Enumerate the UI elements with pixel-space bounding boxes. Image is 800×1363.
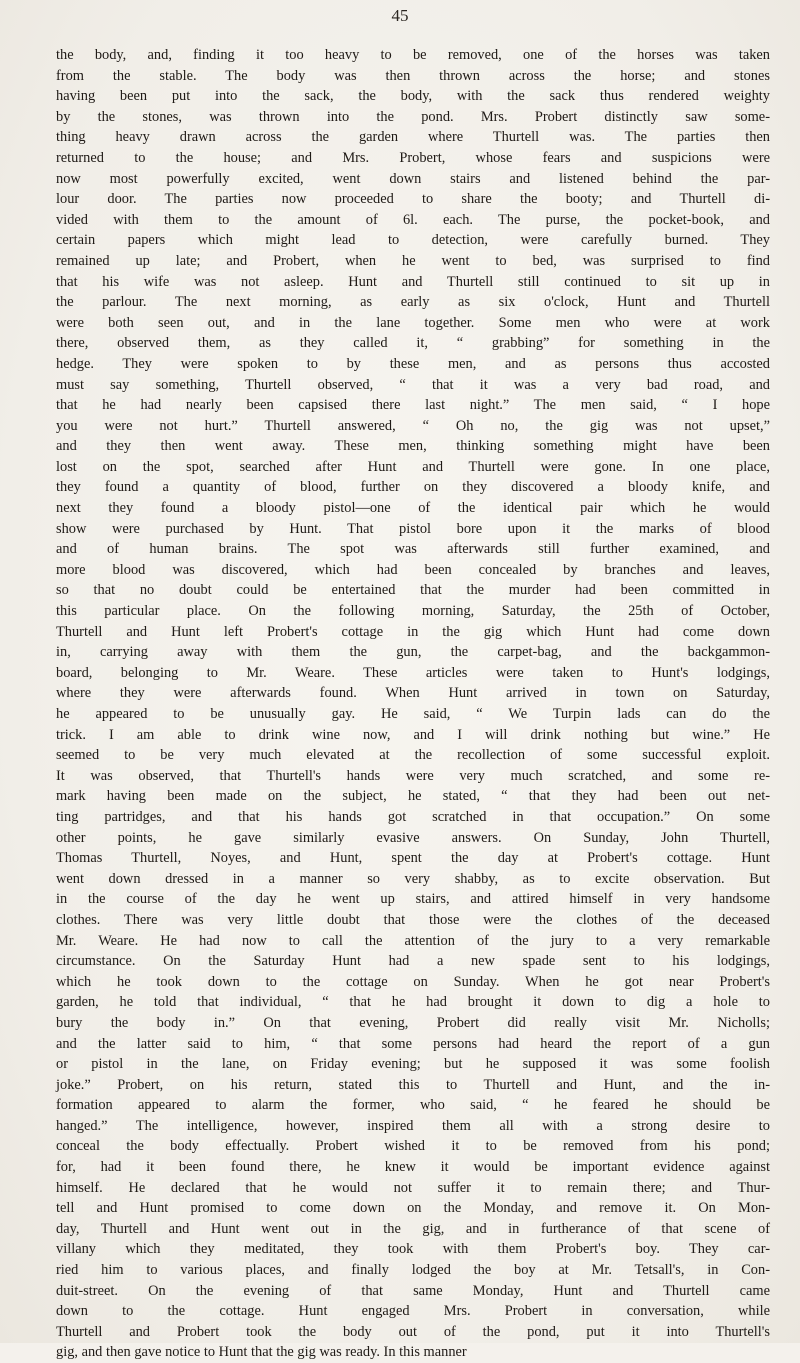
body-text <box>56 45 770 1363</box>
text-line: tell and Hunt promised to come down on the Monday, and remove it. On Mon- <box>56 1200 770 1217</box>
text-line: clothes. There was very little doubt that those were the clothes of the deceased <box>56 911 770 928</box>
text-line: conceal the body effectually. Probert wished it to be removed from his pond; <box>56 1138 770 1155</box>
text-line: mark having been made on the subject, he stated, “ that they had been out net- <box>56 788 770 805</box>
text-line: lour door. The parties now proceeded to share the booty; and Thurtell di- <box>56 191 770 208</box>
text-line: there, observed them, as they called it, “ grabbing” for something in the <box>56 335 770 352</box>
text-line: in the course of the day he went up stairs, and attired himself in very handsome <box>56 891 770 908</box>
text-line: they found a quantity of blood, further on they discovered a bloody knife, and <box>56 479 770 496</box>
text-line: show were purchased by Hunt. That pistol bore upon it the marks of blood <box>56 520 770 537</box>
text-line: were both seen out, and in the lane together. Some men who were at work <box>56 314 770 331</box>
text-line: the body, and, finding it too heavy to be removed, one of the horses was taken <box>56 47 770 63</box>
text-line: having been put into the sack, the body, with the sack thus rendered weighty <box>56 88 770 105</box>
text-line: Thurtell and Probert took the body out of the pond, put it into Thurtell's <box>56 1323 770 1340</box>
text-line: went down dressed in a manner so very shabby, as to excite observation. But <box>56 870 770 887</box>
text-line: this particular place. On the following morning, Saturday, the 25th of October, <box>56 603 770 620</box>
text-line: now most powerfully excited, went down stairs and listened behind the par- <box>56 170 770 187</box>
text-line: remained up late; and Probert, when he went to bed, was surprised to find <box>56 252 770 269</box>
text-line: villany which they meditated, they took with them Probert's boy. They car- <box>56 1241 770 1258</box>
text-line: hanged.” The intelligence, however, inspired them all with a strong desire to <box>56 1117 770 1134</box>
text-line: Thomas Thurtell, Noyes, and Hunt, spent the day at Probert's cottage. Hunt <box>56 850 770 867</box>
text-line: gig, and then gave notice to Hunt that the gig was ready. In this manner <box>56 1344 467 1361</box>
text-line: seemed to be very much elevated at the recollection of some successful exploit. <box>56 747 770 764</box>
text-line: formation appeared to alarm the former, who said, “ he feared he should be <box>56 1097 770 1114</box>
page-number: 45 <box>391 6 409 25</box>
text-line: that his wife was not asleep. Hunt and Thurtell still continued to sit up in <box>56 273 770 290</box>
text-line: vided with them to the amount of 6l. each. The purse, the pocket-book, and <box>56 211 770 228</box>
text-line: It was observed, that Thurtell's hands were very much scratched, and some re- <box>56 767 770 784</box>
text-line: which he took down to the cottage on Sunday. When he got near Probert's <box>56 973 770 990</box>
text-line: circumstance. On the Saturday Hunt had a new spade sent to his lodgings, <box>56 953 770 970</box>
text-line: hedge. They were spoken to by these men, and as persons thus accosted <box>56 355 770 372</box>
text-line: for, had it been found there, he knew it would be important evidence against <box>56 1159 770 1176</box>
text-line: ried him to various places, and finally lodged the boy at Mr. Tetsall's, in Con- <box>56 1262 770 1279</box>
text-line: garden, he told that individual, “ that he had brought it down to dig a hole to <box>56 994 770 1011</box>
text-line: he appeared to be unusually gay. He said, “ We Turpin lads can do the <box>56 706 770 722</box>
text-line: where they were afterwards found. When Hunt arrived in town on Saturday, <box>56 685 770 702</box>
text-line: Thurtell and Hunt left Probert's cottage in the gig which Hunt had come down <box>56 623 770 640</box>
text-line: thing heavy drawn across the garden where Thurtell was. The parties then <box>56 129 770 146</box>
text-line: so that no doubt could be entertained that the murder had been committed in <box>56 582 770 599</box>
text-line: certain papers which might lead to detection, were carefully burned. They <box>56 232 770 249</box>
text-line: Mr. Weare. He had now to call the attention of the jury to a very remarkable <box>56 932 770 949</box>
text-line: ting partridges, and that his hands got scratched in that occupation.” On some <box>56 808 770 825</box>
text-line: other points, he gave similarly evasive answers. On Sunday, John Thurtell, <box>56 829 770 846</box>
text-line: himself. He declared that he would not suffer it to remain there; and Thur- <box>56 1179 770 1196</box>
text-line: or pistol in the lane, on Friday evening; but he supposed it was some foolish <box>56 1056 770 1073</box>
text-line: returned to the house; and Mrs. Probert, whose fears and suspicions were <box>56 149 770 166</box>
text-line: that he had nearly been capsised there last night.” The men said, “ I hope <box>56 397 770 414</box>
text-line: joke.” Probert, on his return, stated this to Thurtell and Hunt, and the in- <box>56 1076 770 1093</box>
text-line: the parlour. The next morning, as early as six o'clock, Hunt and Thurtell <box>56 294 770 311</box>
text-line: in, carrying away with them the gun, the carpet-bag, and the backgammon- <box>56 644 770 661</box>
text-line: must say something, Thurtell observed, “ that it was a very bad road, and <box>56 376 770 393</box>
text-line: board, belonging to Mr. Weare. These articles were taken to Hunt's lodgings, <box>56 664 770 681</box>
text-line: and the latter said to him, “ that some persons had heard the report of a gun <box>56 1035 770 1052</box>
text-line: down to the cottage. Hunt engaged Mrs. Probert in conversation, while <box>56 1303 770 1320</box>
text-line: bury the body in.” On that evening, Probert did really visit Mr. Nicholls; <box>56 1014 770 1031</box>
text-line: trick. I am able to drink wine now, and I will drink nothing but wine.” He <box>56 726 770 743</box>
text-line: by the stones, was thrown into the pond. Mrs. Probert distinctly saw some- <box>56 108 770 125</box>
text-line: duit-street. On the evening of that same Monday, Hunt and Thurtell came <box>56 1282 770 1299</box>
text-line: you were not hurt.” Thurtell answered, “ Oh no, the gig was not upset,” <box>56 417 770 434</box>
text-line: and of human brains. The spot was afterwards still further examined, and <box>56 541 770 558</box>
text-line: more blood was discovered, which had been concealed by branches and leaves, <box>56 561 770 578</box>
text-line: and they then went away. These men, thinking something might have been <box>56 438 770 455</box>
text-line: lost on the spot, searched after Hunt and Thurtell were gone. In one place, <box>56 458 770 475</box>
text-line: day, Thurtell and Hunt went out in the gig, and in furtherance of that scene of <box>56 1220 770 1237</box>
text-line: next they found a bloody pistol—one of the identical pair which he would <box>56 500 770 517</box>
text-line: from the stable. The body was then thrown across the horse; and stones <box>56 67 770 84</box>
